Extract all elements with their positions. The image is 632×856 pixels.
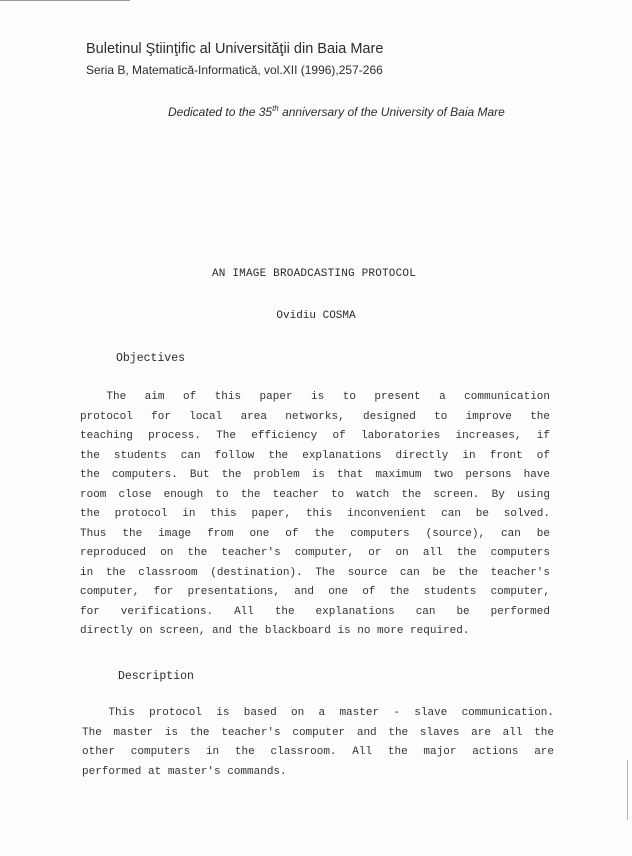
section-heading-description: Description — [118, 670, 194, 683]
journal-title: Buletinul Ştiinţific al Universităţii din Baia Mare — [86, 41, 384, 57]
paragraph-line: The master is the teacher's computer and the slaves are all the — [82, 726, 554, 739]
dedication — [168, 104, 505, 119]
dedication-superscript: th — [272, 104, 279, 113]
journal-header — [86, 40, 383, 78]
paragraph-line: computer, for presentations, and one of the students computer, — [80, 586, 550, 598]
author-row — [0, 310, 632, 322]
scan-artifact-edge — [627, 760, 628, 820]
paragraph-line: teaching process. The efficiency of laboratories increases, if — [80, 430, 550, 442]
description-paragraph — [82, 704, 554, 782]
paper-title-row — [0, 268, 632, 280]
paragraph-line: other computers in the classroom. All the major actions are — [82, 746, 554, 758]
section-heading-objectives: Objectives — [116, 352, 186, 365]
paragraph-line: the protocol in this paper, this inconvenient can be solved. — [80, 508, 550, 520]
paragraph-line: the students can follow the explanations directly in front of — [80, 449, 550, 462]
paper-title: AN IMAGE BROADCASTING PROTOCOL — [211, 268, 417, 280]
scan-artifact-line — [0, 0, 130, 1]
paragraph-line: This protocol is based on a master - slave communication. — [108, 707, 554, 719]
journal-series: Seria B, Matematică-Informatică, vol.XII (1996),257-266 — [86, 63, 383, 77]
author-name: Ovidiu COSMA — [276, 310, 356, 322]
paragraph-line: directly on screen, and the blackboard is no more required. — [80, 625, 470, 637]
objectives-paragraph — [80, 388, 550, 642]
paragraph-line: for verifications. All the explanations can be performed — [80, 605, 550, 618]
paragraph-line: reproduced on the teacher's computer, or on all the computers — [80, 547, 550, 559]
dedication-text-end: anniversary of the University of Baia Mare — [278, 105, 505, 119]
paragraph-line: protocol for local area networks, designed to improve the — [80, 410, 550, 423]
paragraph-line: in the classroom (destination). The source can be the teacher's — [80, 566, 550, 579]
paragraph-line: the computers. But the problem is that maximum two persons have — [80, 469, 550, 481]
dedication-text-start: Dedicated to the 35 — [168, 105, 273, 119]
paragraph-line: performed at master's commands. — [82, 765, 287, 778]
paragraph-line: Thus the image from one of the computers (source), can be — [80, 527, 550, 540]
paragraph-line: The aim of this paper is to present a communication — [106, 391, 550, 403]
paragraph-line: room close enough to the teacher to watch the screen. By using — [80, 488, 550, 501]
